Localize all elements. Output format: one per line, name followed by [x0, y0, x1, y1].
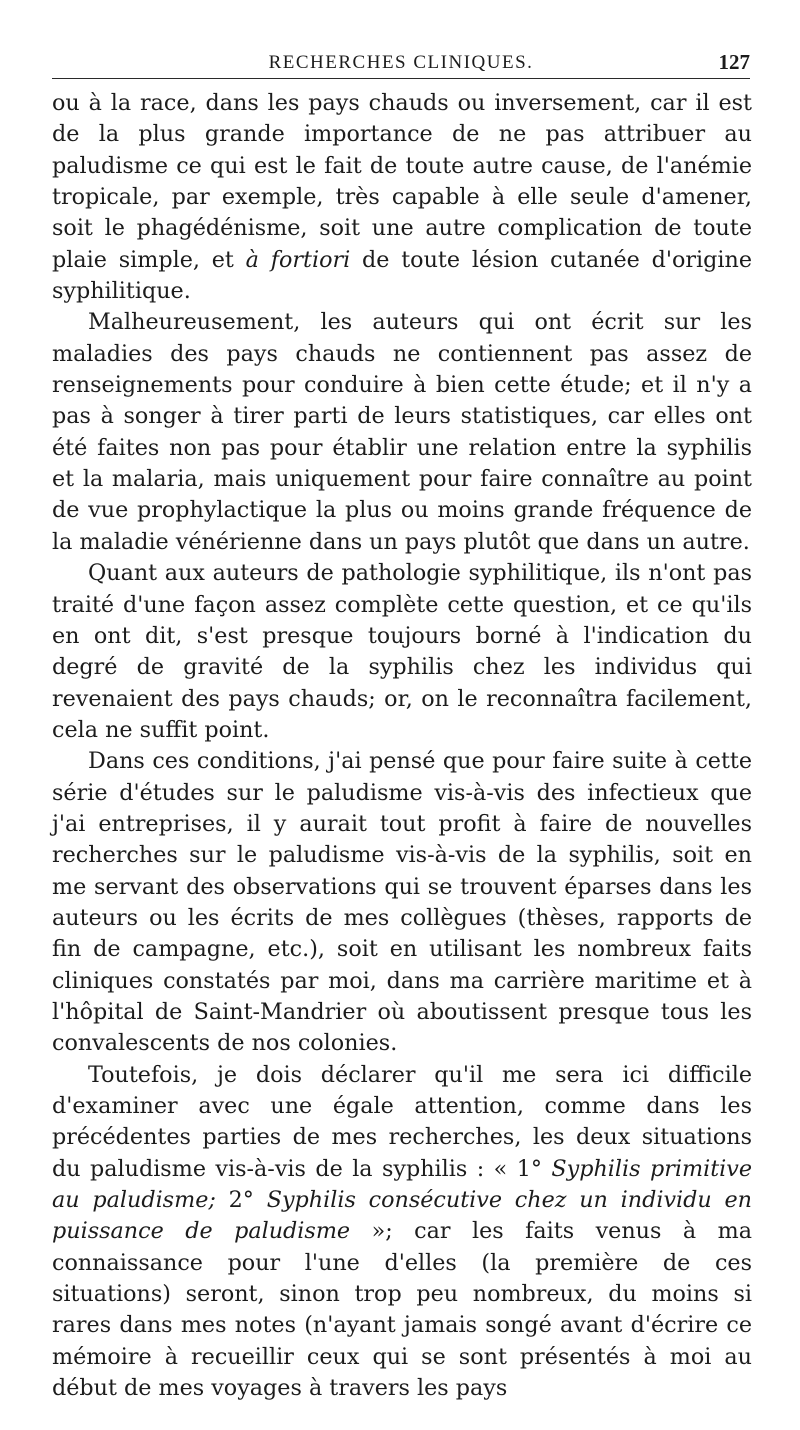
text-run: Toutefois, je dois déclarer qu'il me sera ici difficile d'examiner avec une égale attention, comme dans les précédentes parties de mes recherches, les deux situations du paludisme vis-à-vis de la syphilis : « 1° [52, 1061, 752, 1182]
text-run: Malheureusement, les auteurs qui ont écrit sur les maladies des pays chauds ne contiennent pas assez de renseignements pour conduire à bien cette étude; et il n'y a pas à songer à tirer parti de leurs statistiques, car elles ont été faites non pas pour établir une relation entre la syphilis et la malaria, mais uniquement pour faire connaître au point de vue prophylactique la plus ou moins grande fréquence de la maladie vénérienne dans un pays plutôt que dans un autre. [52, 309, 752, 555]
text-run: de toute lésion cutanée d'origine syphilitique. [52, 246, 753, 305]
paragraph [52, 88, 752, 307]
text-run: Dans ces conditions, j'ai pensé que pour faire suite à cette série d'études sur le paludisme vis-à-vis des infectieux que j'ai entreprises, il y aurait tout profit à faire de nouvelles recherches sur le paludisme vis-à-vis de la syphilis, soit en me servant des observations qui se trouvent éparses dans les auteurs ou les écrits de mes collègues (thèses, rapports de fin de campagne, etc.), soit en utilisant les nombreux faits cliniques constatés par moi, dans ma carrière maritime et à l'hôpital de Saint-Mandrier où aboutissent presque tous les convalescents de nos colonies. [52, 748, 752, 1057]
body-text [52, 88, 752, 1404]
text-run: »; car les faits venus à ma connaissance pour l'une d'elles (la première de ces situations) seront, sinon trop peu nombreux, du moins si rares dans mes notes (n'ayant jamais songé avant d'écrire ce mémoire à recueillir ceux qui se sont présentés à moi au début de mes voyages à travers les pays [52, 1218, 752, 1402]
text-run: 2° [215, 1187, 267, 1214]
text-run: Quant aux auteurs de pathologie syphilitique, ils n'ont pas traité d'une façon assez complète cette question, et ce qu'ils en ont dit, s'est presque toujours borné à l'indication du degré de gravité de la syphilis chez les individus qui revenaient des pays chauds; or, on le reconnaîtra facilement, cela ne suffit point. [52, 560, 752, 743]
paragraph [52, 1060, 752, 1405]
italic-text: Syphilis primitive au paludisme; [52, 1155, 753, 1214]
page-number: 127 [718, 50, 750, 74]
paragraph [52, 746, 752, 1059]
text-run: ou à la race, dans les pays chauds ou inversement, car il est de la plus grande importance de ne pas attribuer au paludisme ce qui est le fait de toute autre cause, de l'anémie tropicale, par exemple, très capable à elle seule d'amener, soit le phagédénisme, soit une autre complication de toute plaie simple, et [52, 90, 752, 273]
running-head [52, 48, 750, 79]
italic-text: à fortiori [245, 246, 351, 273]
running-title: RECHERCHES CLINIQUES. [268, 52, 534, 73]
italic-text: Syphilis consécutive chez un individu en puissance de paludisme [52, 1187, 753, 1245]
paragraph [52, 558, 752, 746]
paragraph [52, 307, 752, 558]
